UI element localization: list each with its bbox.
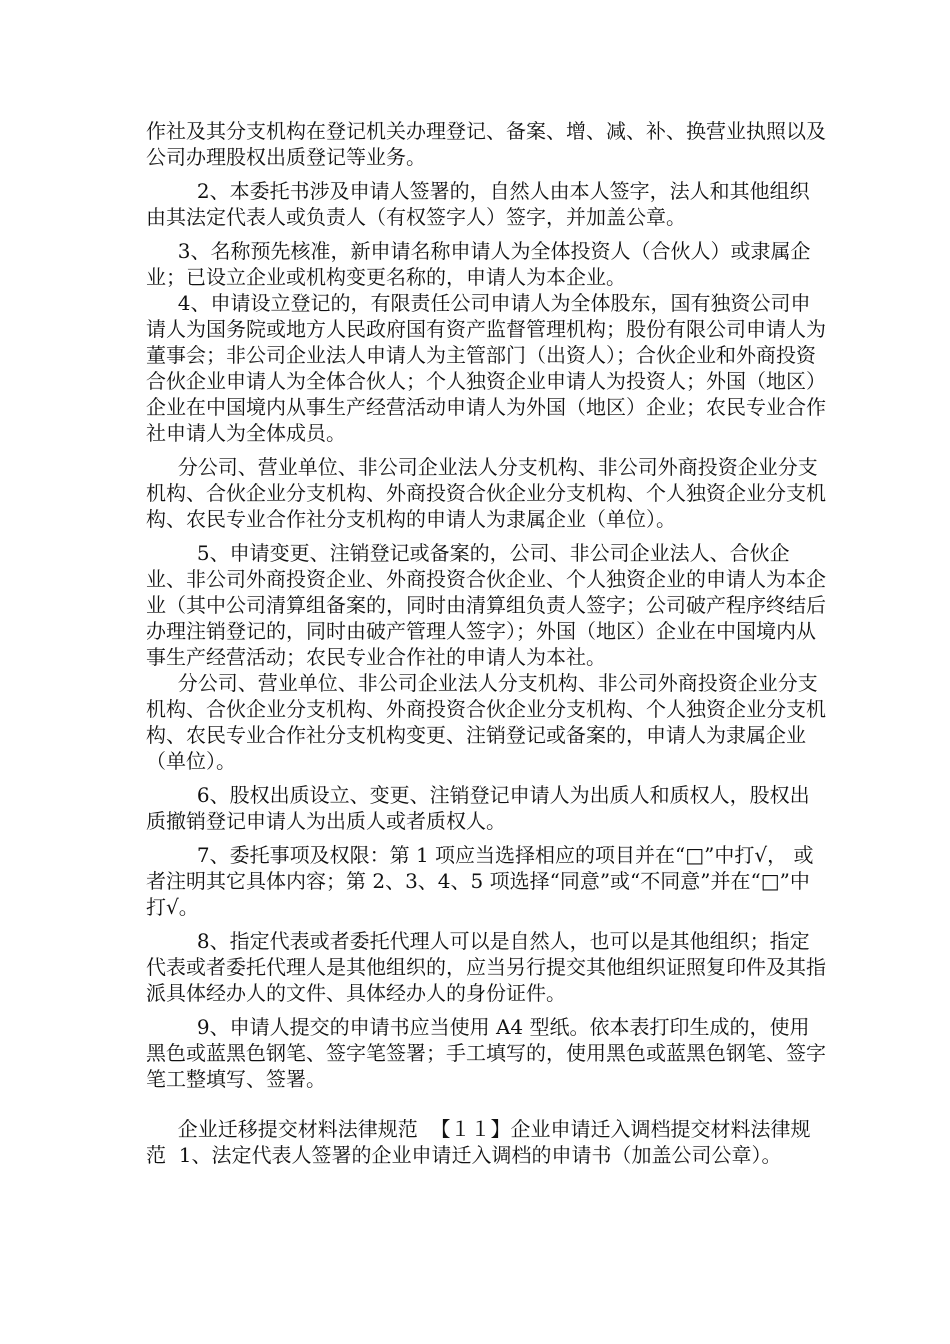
paragraph-branch-applicants: 分公司、营业单位、非公司企业法人分支机构、非公司外商投资企业分支机构、合伙企业分支机构、外商投资合伙企业分支机构、个人独资企业分支机构、农民专业合作社分支机构的申请人为隶属企业（单位）。 xyxy=(146,455,826,531)
paragraph-item-9: 9、申请人提交的申请书应当使用 A4 型纸。依本表打印生成的，使用黑色或蓝黑色钢笔、签字笔签署；手工填写的，使用黑色或蓝黑色钢笔、签字笔工整填写、签署。 xyxy=(146,1015,826,1091)
paragraph-item-2: 2、本委托书涉及申请人签署的，自然人由本人签字，法人和其他组织由其法定代表人或负责人（有权签字人）签字，并加盖公章。 xyxy=(146,179,810,229)
paragraph-relocation: 企业迁移提交材料法律规范 【１１】企业申请迁入调档提交材料法律规范 1、法定代表人签署的企业申请迁入调档的申请书（加盖公司公章）。 xyxy=(146,1117,811,1167)
paragraph-item-5: 5、申请变更、注销登记或备案的，公司、非公司企业法人、合伙企业、非公司外商投资企业、外商投资合伙企业、个人独资企业的申请人为本企业（其中公司清算组备案的，同时由清算组负责人签字；公司破产程序终结后办理注销登记的，同时由破产管理人签字）；外国（地区）企业在中国境内从事生产经营活动；农民专业合作社的申请人为本社。 xyxy=(146,541,826,669)
paragraph-item-7: 7、委托事项及权限：第 1 项应当选择相应的项目并在“□”中打√， 或者注明其它具体内容；第 2、3、4、5 项选择“同意”或“不同意”并在“□”中打√。 xyxy=(146,843,814,919)
paragraph-item-3: 3、名称预先核准，新申请名称申请人为全体投资人（合伙人）或隶属企业；已设立企业或机构变更名称的，申请人为本企业。 xyxy=(146,239,811,289)
paragraph-item-8: 8、指定代表或者委托代理人可以是自然人，也可以是其他组织；指定代表或者委托代理人是其他组织的，应当另行提交其他组织证照复印件及其指派具体经办人的文件、具体经办人的身份证件。 xyxy=(146,929,826,1005)
paragraph-branch-changes: 分公司、营业单位、非公司企业法人分支机构、非公司外商投资企业分支机构、合伙企业分支机构、外商投资合伙企业分支机构、个人独资企业分支机构、农民专业合作社分支机构变更、注销登记或备案的，申请人为隶属企业（单位）。 xyxy=(146,671,826,773)
paragraph-item-4: 4、申请设立登记的，有限责任公司申请人为全体股东，国有独资公司申请人为国务院或地方人民政府国有资产监督管理机构；股份有限公司申请人为董事会；非公司企业法人申请人为主管部门（出资人）；合伙企业和外商投资合伙企业申请人为全体合伙人；个人独资企业申请人为投资人；外国（地区）企业在中国境内从事生产经营活动申请人为外国（地区）企业；农民专业合作社申请人为全体成员。 xyxy=(146,291,826,445)
paragraph-continuation: 作社及其分支机构在登记机关办理登记、备案、增、减、补、换营业执照以及公司办理股权出质登记等业务。 xyxy=(146,119,826,169)
paragraph-item-6: 6、股权出质设立、变更、注销登记申请人为出质人和质权人，股权出质撤销登记申请人为出质人或者质权人。 xyxy=(146,783,810,833)
document-body xyxy=(146,118,826,1168)
